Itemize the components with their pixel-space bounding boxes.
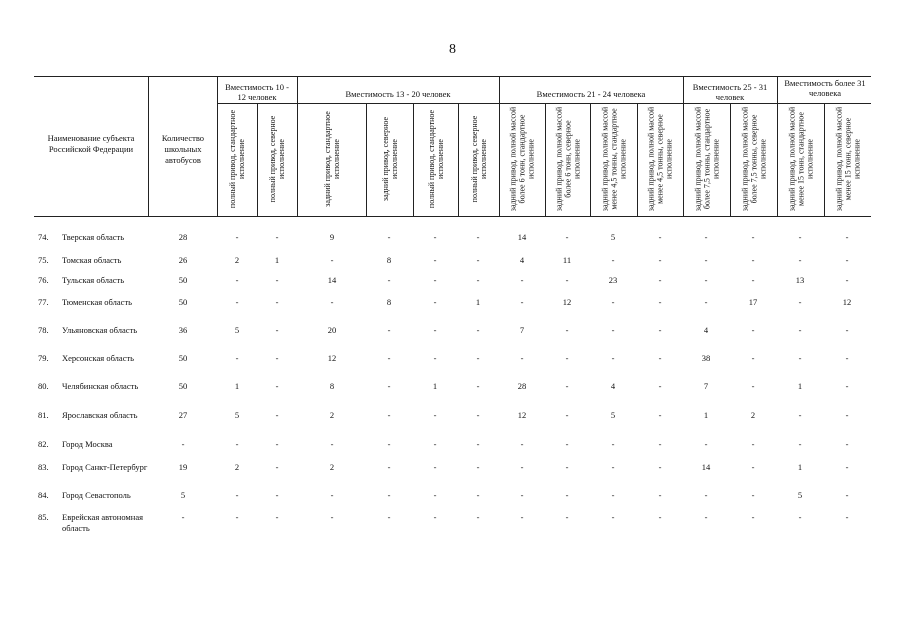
table-cell: 7 bbox=[519, 325, 525, 335]
table-cell: - bbox=[433, 353, 437, 363]
table-cell: 2 bbox=[234, 462, 240, 472]
region-name: Город Москва bbox=[62, 439, 113, 449]
region-name: Херсонская область bbox=[62, 353, 135, 363]
table-cell: - bbox=[845, 325, 849, 335]
table-cell: - bbox=[433, 297, 437, 307]
row-number: 74. bbox=[38, 232, 49, 242]
group-header-25-31: Вместимость 25 - 31 человек bbox=[692, 82, 768, 102]
table-cell: - bbox=[433, 512, 437, 522]
bus-count: 50 bbox=[178, 381, 188, 391]
row-number: 79. bbox=[38, 353, 49, 363]
table-cell: - bbox=[845, 490, 849, 500]
table-cell: - bbox=[751, 490, 755, 500]
table-cell: - bbox=[565, 410, 569, 420]
table-cell: - bbox=[658, 325, 662, 335]
table-cell: - bbox=[520, 462, 524, 472]
table-cell: - bbox=[520, 275, 524, 285]
table-cell: 1 bbox=[797, 462, 803, 472]
table-cell: - bbox=[330, 490, 334, 500]
table-cell: - bbox=[658, 490, 662, 500]
subcolumn-header: полный привод, северное исполнение bbox=[469, 115, 488, 203]
table-cell: - bbox=[275, 512, 279, 522]
table-cell: - bbox=[433, 410, 437, 420]
table-cell: - bbox=[387, 381, 391, 391]
table-cell: - bbox=[658, 439, 662, 449]
table-cell: - bbox=[387, 512, 391, 522]
header-top-rule bbox=[34, 76, 871, 77]
region-name: Тверская область bbox=[62, 232, 125, 242]
region-name: Тюменская область bbox=[62, 297, 133, 307]
table-cell: - bbox=[387, 353, 391, 363]
table-cell: - bbox=[565, 490, 569, 500]
subcolumn-header: задний привод, полной массой менее 4,5 тонны, стандартное исполнение bbox=[600, 106, 627, 212]
table-cell: - bbox=[658, 255, 662, 265]
table-cell: - bbox=[751, 232, 755, 242]
table-cell: - bbox=[845, 381, 849, 391]
table-cell: - bbox=[520, 512, 524, 522]
table-cell: - bbox=[433, 325, 437, 335]
region-name: Город Севастополь bbox=[62, 490, 131, 500]
table-cell: 4 bbox=[610, 381, 616, 391]
group-header-13-20: Вместимость 13 - 20 человек bbox=[345, 89, 451, 99]
subcolumn-header: задний привод, полной массой более 7,5 тонны, северное исполнение bbox=[740, 106, 767, 212]
table-cell: - bbox=[845, 275, 849, 285]
table-cell: - bbox=[751, 462, 755, 472]
region-name: Ульяновская область bbox=[62, 325, 138, 335]
table-cell: - bbox=[330, 297, 334, 307]
table-cell: - bbox=[520, 490, 524, 500]
name-column-header: Наименование субъекта Российской Федерации bbox=[47, 133, 135, 154]
subcolumn-header: полный привод, стандартное исполнение bbox=[426, 109, 445, 209]
table-cell: - bbox=[565, 353, 569, 363]
bus-count: 27 bbox=[178, 410, 188, 420]
table-cell: - bbox=[565, 512, 569, 522]
table-cell: - bbox=[387, 275, 391, 285]
table-cell: - bbox=[658, 232, 662, 242]
table-cell: - bbox=[565, 232, 569, 242]
table-cell: - bbox=[433, 255, 437, 265]
table-cell: - bbox=[476, 490, 480, 500]
table-cell: 4 bbox=[703, 325, 709, 335]
table-cell: - bbox=[565, 325, 569, 335]
table-cell: - bbox=[520, 439, 524, 449]
region-name: Тульская область bbox=[62, 275, 125, 285]
table-cell: - bbox=[275, 297, 279, 307]
table-cell: - bbox=[433, 439, 437, 449]
table-cell: - bbox=[433, 490, 437, 500]
table-cell: - bbox=[235, 353, 239, 363]
table-cell: - bbox=[845, 462, 849, 472]
table-cell: - bbox=[476, 325, 480, 335]
table-cell: - bbox=[798, 410, 802, 420]
table-cell: - bbox=[611, 353, 615, 363]
table-cell: - bbox=[704, 275, 708, 285]
table-cell: - bbox=[387, 462, 391, 472]
table-cell: 5 bbox=[234, 325, 240, 335]
table-cell: - bbox=[433, 275, 437, 285]
table-cell: - bbox=[476, 439, 480, 449]
region-name: Челябинская область bbox=[62, 381, 139, 391]
subcolumn-header: задний привод, полной массой более 6 тонн, стандартное исполнение bbox=[508, 106, 536, 212]
row-number: 75. bbox=[38, 255, 49, 265]
table-cell: 38 bbox=[701, 353, 711, 363]
table-cell: 13 bbox=[795, 275, 805, 285]
table-cell: 1 bbox=[274, 255, 280, 265]
table-cell: - bbox=[751, 512, 755, 522]
table-cell: - bbox=[235, 439, 239, 449]
table-cell: - bbox=[565, 381, 569, 391]
table-cell: - bbox=[565, 439, 569, 449]
table-cell: 5 bbox=[797, 490, 803, 500]
table-cell: - bbox=[476, 512, 480, 522]
subcolumn-header: задний привод, полной массой менее 15 тонн, стандартное исполнение bbox=[787, 106, 814, 212]
subcolumn-header: задний привод, полной массой менее 15 тонн, северное исполнение bbox=[834, 106, 861, 212]
table-cell: 1 bbox=[432, 381, 438, 391]
table-cell: - bbox=[751, 353, 755, 363]
table-cell: - bbox=[798, 439, 802, 449]
table-cell: - bbox=[275, 462, 279, 472]
bus-count: - bbox=[181, 439, 185, 449]
table-cell: 1 bbox=[475, 297, 481, 307]
table-cell: - bbox=[751, 255, 755, 265]
table-cell: 1 bbox=[703, 410, 709, 420]
header-bottom-rule bbox=[34, 216, 871, 217]
table-cell: - bbox=[476, 462, 480, 472]
table-cell: - bbox=[330, 512, 334, 522]
table-cell: - bbox=[611, 325, 615, 335]
row-number: 81. bbox=[38, 410, 49, 420]
table-cell: - bbox=[330, 255, 334, 265]
table-cell: - bbox=[565, 462, 569, 472]
table-cell: 12 bbox=[327, 353, 337, 363]
table-cell: - bbox=[476, 381, 480, 391]
table-cell: - bbox=[235, 275, 239, 285]
count-column-header: Количество школьных автобусов bbox=[161, 133, 205, 165]
table-cell: - bbox=[611, 255, 615, 265]
table-cell: - bbox=[275, 325, 279, 335]
table-cell: - bbox=[520, 297, 524, 307]
table-cell: - bbox=[275, 439, 279, 449]
table-cell: - bbox=[476, 353, 480, 363]
table-cell: - bbox=[520, 353, 524, 363]
subcolumn-header: задний привод, полной массой менее 4,5 тонны, северное исполнение bbox=[646, 106, 674, 212]
table-cell: - bbox=[798, 255, 802, 265]
bus-count: 50 bbox=[178, 297, 188, 307]
table-cell: - bbox=[330, 439, 334, 449]
table-cell: 14 bbox=[701, 462, 711, 472]
table-cell: - bbox=[611, 439, 615, 449]
table-cell: - bbox=[275, 232, 279, 242]
table-cell: - bbox=[275, 490, 279, 500]
table-cell: 2 bbox=[329, 462, 335, 472]
table-cell: 28 bbox=[517, 381, 527, 391]
group-header-over-31: Вместимость более 31 человека bbox=[784, 78, 866, 98]
region-name: Ярославская область bbox=[62, 410, 138, 420]
table-cell: 4 bbox=[519, 255, 525, 265]
table-cell: - bbox=[387, 410, 391, 420]
table-cell: - bbox=[235, 232, 239, 242]
table-cell: 5 bbox=[610, 232, 616, 242]
table-cell: - bbox=[476, 275, 480, 285]
table-cell: 8 bbox=[386, 255, 392, 265]
table-cell: - bbox=[611, 512, 615, 522]
bus-count: 36 bbox=[178, 325, 188, 335]
subcolumn-header: задний привод, полной массой более 6 тонн, северное исполнение bbox=[554, 106, 581, 212]
table-cell: - bbox=[751, 275, 755, 285]
page-number: 8 bbox=[449, 42, 456, 57]
table-cell: - bbox=[798, 325, 802, 335]
table-cell: 14 bbox=[517, 232, 527, 242]
table-cell: - bbox=[387, 490, 391, 500]
bus-count: 28 bbox=[178, 232, 188, 242]
table-cell: - bbox=[611, 297, 615, 307]
table-cell: 20 bbox=[327, 325, 337, 335]
subcolumn-header: задний привод, стандартное исполнение bbox=[322, 111, 341, 207]
table-cell: 2 bbox=[234, 255, 240, 265]
table-cell: - bbox=[751, 325, 755, 335]
table-cell: - bbox=[387, 439, 391, 449]
table-cell: - bbox=[704, 232, 708, 242]
table-cell: 7 bbox=[703, 381, 709, 391]
table-cell: - bbox=[658, 353, 662, 363]
row-number: 85. bbox=[38, 512, 49, 522]
table-cell: - bbox=[275, 381, 279, 391]
table-cell: 1 bbox=[234, 381, 240, 391]
row-number: 83. bbox=[38, 462, 49, 472]
table-cell: 12 bbox=[842, 297, 852, 307]
table-cell: 12 bbox=[562, 297, 572, 307]
row-number: 76. bbox=[38, 275, 49, 285]
row-number: 80. bbox=[38, 381, 49, 391]
table-cell: - bbox=[387, 232, 391, 242]
subcolumn-header: задний привод, северное исполнение bbox=[380, 116, 399, 202]
bus-count: - bbox=[181, 512, 185, 522]
bus-count: 50 bbox=[178, 353, 188, 363]
subcolumn-header: задний привод, полной массой более 7,5 тонны, стандартное исполнение bbox=[693, 106, 720, 212]
table-cell: - bbox=[704, 490, 708, 500]
table-cell: 5 bbox=[234, 410, 240, 420]
table-cell: 11 bbox=[562, 255, 572, 265]
table-cell: - bbox=[845, 410, 849, 420]
table-cell: - bbox=[658, 381, 662, 391]
table-cell: - bbox=[798, 232, 802, 242]
table-cell: - bbox=[845, 512, 849, 522]
table-cell: - bbox=[476, 255, 480, 265]
table-cell: - bbox=[845, 232, 849, 242]
table-cell: - bbox=[798, 512, 802, 522]
table-cell: - bbox=[658, 512, 662, 522]
table-cell: - bbox=[433, 232, 437, 242]
row-number: 82. bbox=[38, 439, 49, 449]
table-cell: - bbox=[476, 410, 480, 420]
region-name: Город Санкт-Петербург bbox=[62, 462, 148, 472]
table-cell: - bbox=[704, 512, 708, 522]
table-cell: - bbox=[433, 462, 437, 472]
table-cell: - bbox=[387, 325, 391, 335]
region-name: Еврейская автономная область bbox=[62, 512, 144, 533]
table-cell: - bbox=[658, 410, 662, 420]
row-number: 84. bbox=[38, 490, 49, 500]
bus-count: 5 bbox=[180, 490, 186, 500]
row-number: 78. bbox=[38, 325, 49, 335]
table-cell: 17 bbox=[748, 297, 758, 307]
table-cell: - bbox=[845, 255, 849, 265]
table-cell: 2 bbox=[329, 410, 335, 420]
table-cell: - bbox=[704, 297, 708, 307]
table-cell: - bbox=[704, 439, 708, 449]
table-cell: - bbox=[275, 275, 279, 285]
table-cell: - bbox=[658, 462, 662, 472]
bus-count: 50 bbox=[178, 275, 188, 285]
group-header-10-12: Вместимость 10 - 12 человек bbox=[225, 82, 289, 102]
table-cell: - bbox=[658, 297, 662, 307]
table-cell: 23 bbox=[608, 275, 618, 285]
table-cell: - bbox=[275, 353, 279, 363]
table-cell: 5 bbox=[610, 410, 616, 420]
table-cell: - bbox=[751, 381, 755, 391]
bus-count: 26 bbox=[178, 255, 188, 265]
table-cell: - bbox=[845, 439, 849, 449]
table-cell: 14 bbox=[327, 275, 337, 285]
bus-count: 19 bbox=[178, 462, 188, 472]
table-cell: - bbox=[235, 490, 239, 500]
row-number: 77. bbox=[38, 297, 49, 307]
group-header-21-24: Вместимость 21 - 24 человека bbox=[536, 89, 646, 99]
subcolumn-header: полный привод, стандартное исполнение bbox=[228, 109, 246, 209]
table-cell: - bbox=[611, 490, 615, 500]
table-cell: - bbox=[658, 275, 662, 285]
region-name: Томская область bbox=[62, 255, 122, 265]
table-cell: - bbox=[751, 439, 755, 449]
table-cell: - bbox=[798, 297, 802, 307]
table-cell: - bbox=[798, 353, 802, 363]
table-cell: - bbox=[845, 353, 849, 363]
table-cell: - bbox=[235, 512, 239, 522]
table-cell: - bbox=[704, 255, 708, 265]
table-cell: 8 bbox=[386, 297, 392, 307]
table-cell: 12 bbox=[517, 410, 527, 420]
table-cell: - bbox=[235, 297, 239, 307]
subcolumn-header: полный привод, северное исполнение bbox=[268, 115, 286, 203]
table-cell: 9 bbox=[329, 232, 335, 242]
table-cell: - bbox=[275, 410, 279, 420]
table-cell: - bbox=[565, 275, 569, 285]
table-cell: 1 bbox=[797, 381, 803, 391]
table-cell: 2 bbox=[750, 410, 756, 420]
table-cell: - bbox=[476, 232, 480, 242]
table-cell: - bbox=[611, 462, 615, 472]
table-cell: 8 bbox=[329, 381, 335, 391]
